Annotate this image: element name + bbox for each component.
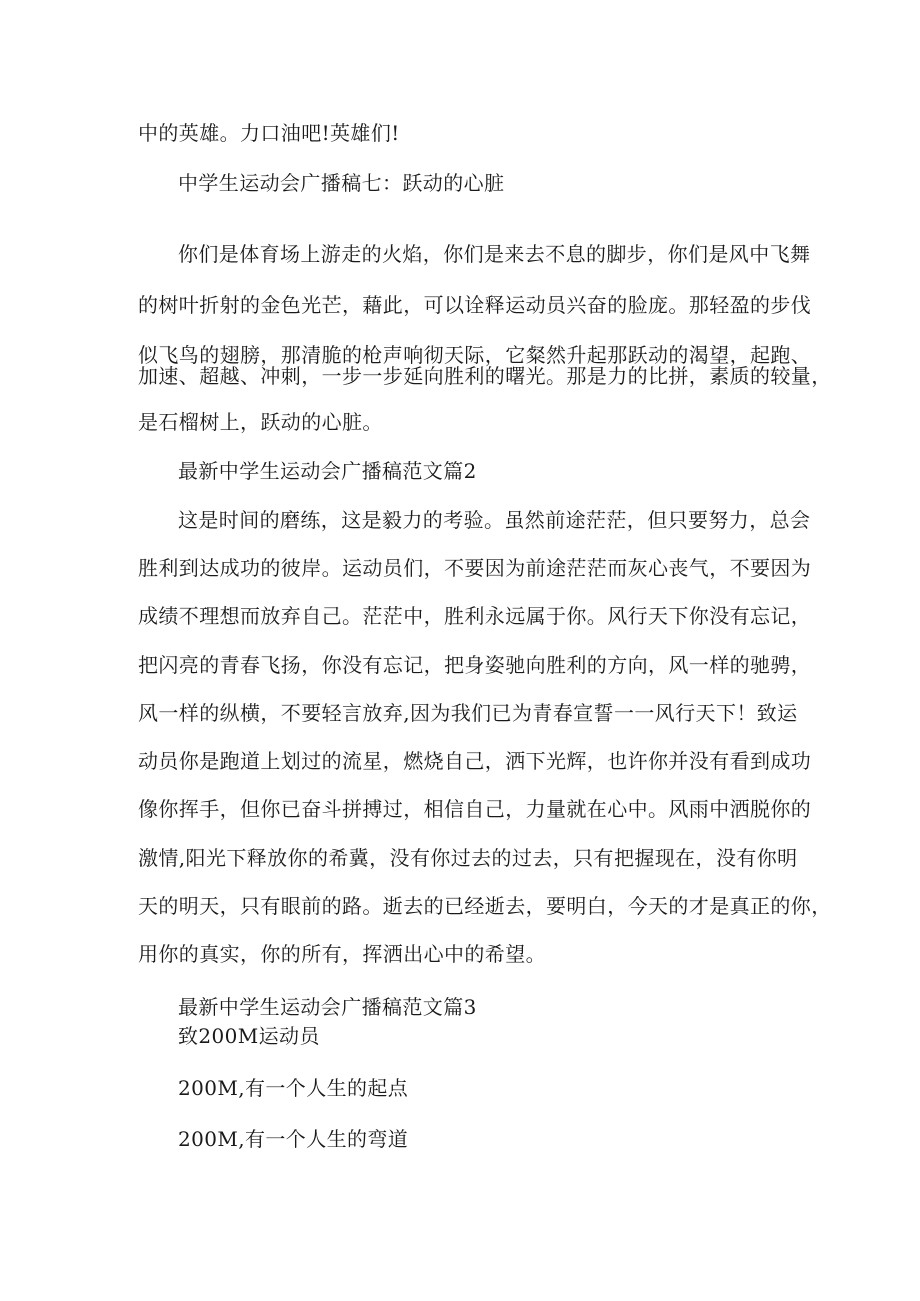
text-line: 像你挥手，但你已奋斗拼搏过，相信自己，力量就在心中。风雨中洒脱你的 [138, 797, 812, 821]
subheading: 致200M运动员 [178, 1024, 320, 1048]
text-line: 把闪亮的青春飞扬，你没有忘记，把身姿驰向胜利的方向，风一样的驰骋， [138, 653, 812, 677]
text-line: 是石榴树上，跃动的心脏。 [138, 410, 383, 434]
text-line: 用你的真实，你的所有，挥洒出心中的希望。 [138, 942, 546, 966]
section-heading: 最新中学生运动会广播稿范文篇2 [178, 459, 477, 483]
text-line: 加速、超越、冲刺，一步一步延向胜利的曙光。那是力的比拼，素质的较量， [138, 364, 832, 388]
text-line: 成绩不理想而放弃自己。茫茫中，胜利永远属于你。风行天下你没有忘记， [138, 604, 812, 628]
text-line: 风一样的纵横，不要轻言放弃,因为我们已为青春宣誓一一风行天下！致运 [138, 701, 798, 725]
text-line: 天的明天，只有眼前的路。逝去的已经逝去，要明白，今天的才是真正的你， [138, 894, 832, 918]
text-line: 胜利到达成功的彼岸。运动员们，不要因为前途茫茫而灰心丧气，不要因为 [138, 556, 812, 580]
text-line: 中的英雄。力口油吧!英雄们! [138, 121, 400, 145]
section-heading: 最新中学生运动会广播稿范文篇3 [178, 995, 477, 1019]
text-line: 激情,阳光下释放你的希冀，没有你过去的过去，只有把握现在，没有你明 [138, 846, 798, 870]
section-heading: 中学生运动会广播稿七：跃动的心脏 [178, 171, 505, 195]
text-line: 似飞鸟的翅膀，那清脆的枪声响彻天际，它粲然升起那跃动的渴望，起跑、 [138, 343, 812, 367]
text-line: 的树叶折射的金色光芒，藉此，可以诠释运动员兴奋的脸庞。那轻盈的步伐 [138, 293, 812, 317]
verse-line: 200M,有一个人生的起点 [178, 1076, 409, 1100]
verse-line: 200M,有一个人生的弯道 [178, 1127, 409, 1151]
text-line: 动员你是跑道上划过的流星，燃烧自己，洒下光辉，也许你并没有看到成功 [138, 749, 812, 773]
text-line: 这是时间的磨练，这是毅力的考验。虽然前途茫茫，但只要努力，总会 [178, 508, 811, 532]
text-line: 你们是体育场上游走的火焰，你们是来去不息的脚步，你们是风中飞舞 [178, 242, 811, 266]
